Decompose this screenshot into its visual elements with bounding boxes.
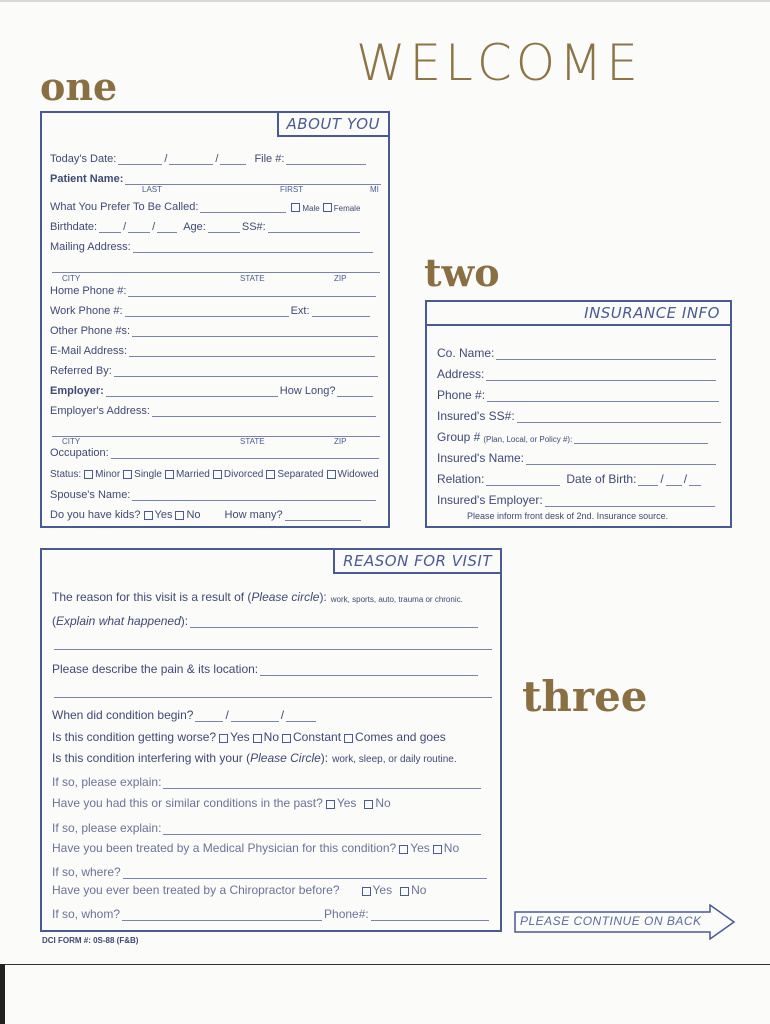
other-phone-row: Other Phone #s:: [50, 325, 380, 337]
work-phone-row: Work Phone #: Ext:: [50, 305, 372, 317]
mailing-address-row: Mailing Address:: [50, 241, 375, 253]
insured-dob-day-field[interactable]: [666, 474, 682, 486]
birth-day-field[interactable]: [128, 221, 150, 233]
if-so-whom-row: If so, whom? Phone#:: [52, 907, 491, 921]
mailing-address-field[interactable]: [133, 241, 373, 253]
reason-for-visit-title: REASON FOR VISIT: [333, 550, 500, 574]
employer-address-line2: [50, 425, 382, 437]
describe-pain-line2-field[interactable]: [54, 686, 492, 698]
insurance-address-field[interactable]: [486, 369, 716, 381]
last-caption: LAST: [142, 185, 163, 194]
female-checkbox[interactable]: [323, 203, 332, 212]
section-one-label: one: [40, 64, 118, 109]
treated-md-yes-checkbox[interactable]: [399, 845, 408, 854]
date-day-field[interactable]: [169, 153, 213, 165]
chiropractor-phone-field[interactable]: [371, 909, 489, 921]
chiro-yes-checkbox[interactable]: [362, 887, 371, 896]
insured-ss-row: Insured's SS#:: [437, 409, 723, 423]
similar-yes-checkbox[interactable]: [326, 800, 335, 809]
section-two-label: two: [424, 250, 500, 295]
employer-field[interactable]: [106, 385, 278, 397]
first-caption: FIRST: [280, 185, 304, 194]
birthdate-row: Birthdate: / / Age: SS#:: [50, 221, 362, 233]
email-field[interactable]: [129, 345, 375, 357]
top-edge: [0, 0, 770, 2]
chiropractor-name-field[interactable]: [122, 909, 322, 921]
kids-yes-checkbox[interactable]: [144, 511, 153, 520]
began-month-field[interactable]: [195, 710, 223, 722]
co-name-field[interactable]: [496, 348, 716, 360]
began-year-field[interactable]: [286, 710, 316, 722]
interfering-row: Is this condition interfering with your ( Please Circle ): work, sleep, or daily routine.: [52, 751, 457, 765]
preferred-name-field[interactable]: [200, 201, 286, 213]
condition-began-row: When did condition begin? / /: [52, 708, 318, 722]
treated-chiro-row: Have you ever been treated by a Chiropractor before? Yes No: [52, 883, 427, 897]
date-month-field[interactable]: [118, 153, 162, 165]
began-day-field[interactable]: [231, 710, 279, 722]
status-row: Status: Minor Single Married Divorced Separated Widowed: [50, 469, 379, 480]
patient-name-field[interactable]: [125, 173, 381, 185]
describe-pain-field[interactable]: [260, 664, 478, 676]
how-many-kids-field[interactable]: [285, 509, 361, 521]
where-treated-field[interactable]: [123, 867, 487, 879]
mi-caption: MI: [370, 185, 379, 194]
insured-name-row: Insured's Name:: [437, 451, 718, 465]
reason-options[interactable]: work, sports, auto, trauma or chronic.: [330, 595, 463, 604]
employer-address-field[interactable]: [152, 405, 376, 417]
status-single-checkbox[interactable]: [123, 470, 132, 479]
insured-name-field[interactable]: [526, 453, 716, 465]
referred-by-field[interactable]: [114, 365, 378, 377]
welcome-heading: WELCOME: [356, 34, 642, 92]
group-row: Group # (Plan, Local, or Policy #):: [437, 430, 710, 444]
status-married-checkbox[interactable]: [165, 470, 174, 479]
explain-interfering-row: If so, please explain:: [52, 775, 483, 789]
employer-city-caption: CITY: [62, 437, 81, 446]
status-widowed-checkbox[interactable]: [327, 470, 336, 479]
zip-caption: ZIP: [334, 274, 347, 283]
todays-date-row: Today's Date: / / File #:: [50, 153, 368, 165]
chiro-no-checkbox[interactable]: [400, 887, 409, 896]
preferred-name-row: What You Prefer To Be Called: Male Female: [50, 201, 361, 213]
referred-row: Referred By:: [50, 365, 380, 377]
age-field[interactable]: [208, 221, 240, 233]
insured-ss-field[interactable]: [517, 411, 721, 423]
reason-for-visit-section: [40, 548, 502, 932]
explain-interfering-field[interactable]: [163, 777, 481, 789]
describe-pain-line2: [52, 686, 494, 698]
getting-worse-row: Is this condition getting worse? Yes No Constant Comes and goes: [52, 730, 446, 744]
status-minor-checkbox[interactable]: [84, 470, 93, 479]
continue-on-back-arrow: [514, 904, 736, 940]
insurance-info-title: INSURANCE INFO: [427, 302, 730, 326]
work-phone-field[interactable]: [125, 305, 289, 317]
home-phone-field[interactable]: [128, 285, 376, 297]
insured-employer-row: Insured's Employer:: [437, 493, 717, 507]
employer-state-caption: STATE: [240, 437, 265, 446]
employer-address-row: Employer's Address:: [50, 405, 378, 417]
constant-checkbox[interactable]: [282, 734, 291, 743]
explain-similar-field[interactable]: [163, 823, 481, 835]
insurance-phone-field[interactable]: [487, 390, 719, 402]
explain-line2-field[interactable]: [54, 638, 492, 650]
about-you-title: ABOUT YOU: [277, 113, 388, 137]
worse-yes-checkbox[interactable]: [219, 734, 228, 743]
ssn-field[interactable]: [268, 221, 360, 233]
birth-month-field[interactable]: [99, 221, 121, 233]
insurance-note: Please inform front desk of 2nd. Insurance source.: [467, 511, 669, 521]
about-you-section: [40, 111, 390, 528]
occupation-field[interactable]: [111, 447, 379, 459]
kids-no-checkbox[interactable]: [175, 511, 184, 520]
form-number: DCI FORM #: 0S-88 (F&B): [42, 936, 139, 945]
co-name-row: Co. Name:: [437, 346, 718, 360]
employer-row: Employer: How Long?: [50, 385, 375, 397]
insurance-address-row: Address:: [437, 367, 718, 381]
state-caption: STATE: [240, 274, 265, 283]
interfering-options[interactable]: work, sleep, or daily routine.: [332, 754, 457, 765]
date-year-field[interactable]: [220, 153, 246, 165]
status-separated-checkbox[interactable]: [266, 470, 275, 479]
status-divorced-checkbox[interactable]: [213, 470, 222, 479]
male-checkbox[interactable]: [291, 203, 300, 212]
birth-year-field[interactable]: [157, 221, 177, 233]
relation-field[interactable]: [486, 474, 560, 486]
insurance-info-section: [425, 300, 732, 528]
employer-zip-caption: ZIP: [334, 437, 347, 446]
explain-similar-row: If so, please explain:: [52, 821, 483, 835]
scan-edge-bar: [0, 964, 5, 1024]
mailing-address-line2: [50, 261, 382, 273]
group-number-field[interactable]: [574, 432, 708, 444]
scan-edge-line: [0, 964, 770, 965]
explain-row: ( Explain what happened ):: [52, 614, 480, 628]
insured-employer-field[interactable]: [545, 495, 715, 507]
treated-md-row: Have you been treated by a Medical Physician for this condition? Yes No: [52, 841, 460, 855]
similar-conditions-row: Have you had this or similar conditions in the past? Yes No: [52, 796, 391, 810]
reason-row: The reason for this visit is a result of ( Please circle ): work, sports, auto, trauma or chronic.: [52, 590, 463, 604]
section-three-label: three: [522, 672, 648, 721]
kids-row: Do you have kids? Yes No How many?: [50, 509, 363, 521]
employer-address-line2-field[interactable]: [52, 425, 380, 437]
similar-no-checkbox[interactable]: [364, 800, 373, 809]
continue-on-back-text: PLEASE CONTINUE ON BACK: [520, 914, 702, 928]
if-so-where-row: If so, where?: [52, 865, 489, 879]
spouse-name-field[interactable]: [132, 489, 376, 501]
insured-dob-year-field[interactable]: [689, 474, 701, 486]
home-phone-row: Home Phone #:: [50, 285, 378, 297]
explain-line2: [52, 638, 494, 650]
spouse-row: Spouse's Name:: [50, 489, 378, 501]
insured-dob-month-field[interactable]: [638, 474, 658, 486]
city-caption: CITY: [62, 274, 81, 283]
patient-name-row: Patient Name:: [50, 173, 383, 185]
how-long-field[interactable]: [337, 385, 373, 397]
relation-row: Relation: Date of Birth: / /: [437, 472, 703, 486]
insurance-phone-row: Phone #:: [437, 388, 721, 402]
email-row: E-Mail Address:: [50, 345, 377, 357]
occupation-row: Occupation:: [50, 447, 381, 459]
worse-no-checkbox[interactable]: [253, 734, 262, 743]
other-phone-field[interactable]: [132, 325, 378, 337]
ext-field[interactable]: [312, 305, 370, 317]
describe-pain-row: Please describe the pain & its location:: [52, 662, 480, 676]
comes-goes-checkbox[interactable]: [344, 734, 353, 743]
explain-field[interactable]: [190, 616, 478, 628]
file-number-field[interactable]: [286, 153, 366, 165]
mailing-address-line2-field[interactable]: [52, 261, 380, 273]
treated-md-no-checkbox[interactable]: [433, 845, 442, 854]
